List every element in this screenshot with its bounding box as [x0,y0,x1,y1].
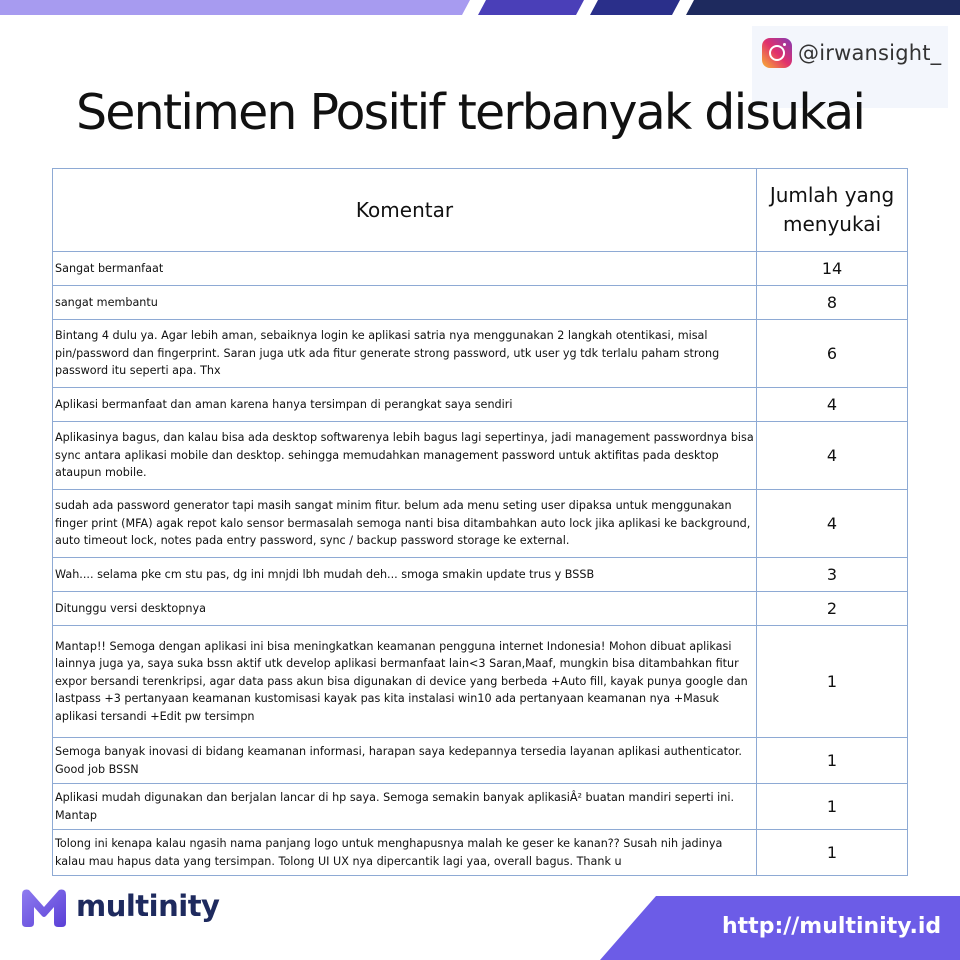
comment-cell: Tolong ini kenapa kalau ngasih nama panjang logo untuk menghapusnya malah ke geser ke kanan?? Susah nih jadinya kalau mau hapus data yang tersimpan. Tolong UI UX nya dipercantik lagi yaa, overall bagus. Thank u [53,830,757,876]
comment-cell: sangat membantu [53,286,757,320]
page-title: Sentimen Positif terbanyak disukai [76,84,865,141]
table-row [53,738,908,784]
count-cell: 1 [757,784,908,830]
comment-cell: Ditunggu versi desktopnya [53,592,757,626]
multinity-logo-icon [18,885,70,927]
table-row [53,286,908,320]
count-cell: 8 [757,286,908,320]
count-cell: 1 [757,830,908,876]
comment-cell: Semoga banyak inovasi di bidang keamanan informasi, harapan saya kedepannya tersedia layanan aplikasi authenticator. Good job BSSN [53,738,757,784]
comment-cell: Aplikasinya bagus, dan kalau bisa ada desktop softwarenya lebih bagus lagi sepertinya, jadi management passwordnya bisa sync antara aplikasi mobile dan desktop. sehingga memudahkan management password untuk aktifitas pada desktop ataupun mobile. [53,422,757,490]
table-row [53,422,908,490]
header-count-line2: menyukai [782,212,882,236]
top-decorative-stripes [0,0,960,15]
table-row [53,490,908,558]
count-cell: 4 [757,388,908,422]
table-row [53,626,908,738]
count-cell: 6 [757,320,908,388]
comment-cell: Aplikasi bermanfaat dan aman karena hanya tersimpan di perangkat saya sendiri [53,388,757,422]
instagram-icon [762,38,792,68]
comments-table [52,168,908,876]
header-comment: Komentar [53,169,757,252]
footer-url[interactable]: http://multinity.id [722,914,942,939]
table-row [53,388,908,422]
table-row [53,320,908,388]
multinity-logo [18,885,219,927]
header-count [757,169,908,252]
brand-name: multinity [76,889,220,923]
table-row [53,830,908,876]
comment-cell: Mantap!! Semoga dengan aplikasi ini bisa meningkatkan keamanan pengguna internet Indonesia! Mohon dibuat aplikasi lainnya juga ya, saya suka bssn aktif utk develop aplikasi bermanfaat lain<3 Saran,Maaf, mungkin bisa ditambahkan fitur expor bersandi terenkripsi, agar data pass akun bisa digunakan di device yang berbeda +Auto fill, kayak punya google dan lastpass +3 pertanyaan keamanan kustomisasi kayak pas kita instalasi win10 ada pertanyaan keamanan nya +Masuk aplikasi tersandi +Edit pw tersimpn [53,626,757,738]
comment-cell: Bintang 4 dulu ya. Agar lebih aman, sebaiknya login ke aplikasi satria nya menggunakan 2 langkah otentikasi, misal pin/password dan fingerprint. Saran juga utk ada fitur generate strong password, utk user yg tdk terlalu paham strong password itu seperti apa. Thx [53,320,757,388]
comments-table-wrapper [52,168,908,876]
count-cell: 14 [757,252,908,286]
count-cell: 4 [757,490,908,558]
comment-cell: Sangat bermanfaat [53,252,757,286]
count-cell: 1 [757,738,908,784]
comment-cell: Aplikasi mudah digunakan dan berjalan lancar di hp saya. Semoga semakin banyak aplikasiÂ² buatan mandiri seperti ini. Mantap [53,784,757,830]
table-row [53,592,908,626]
comment-cell: Wah.... selama pke cm stu pas, dg ini mnjdi lbh mudah deh... smoga smakin update trus y BSSB [53,558,757,592]
table-row [53,558,908,592]
header-count-line1: Jumlah yang [769,183,895,207]
table-row [53,252,908,286]
table-row [53,784,908,830]
count-cell: 1 [757,626,908,738]
count-cell: 2 [757,592,908,626]
comment-cell: sudah ada password generator tapi masih sangat minim fitur. belum ada menu seting user dipaksa untuk menggunakan finger print (MFA) agak repot kalo sensor bermasalah semoga nanti bisa ditambahkan auto lock jika aplikasi ke background, auto timeout lock, notes pada entry password, sync / backup password storage ke external. [53,490,757,558]
count-cell: 4 [757,422,908,490]
instagram-handle: @irwansight_ [798,41,942,65]
count-cell: 3 [757,558,908,592]
